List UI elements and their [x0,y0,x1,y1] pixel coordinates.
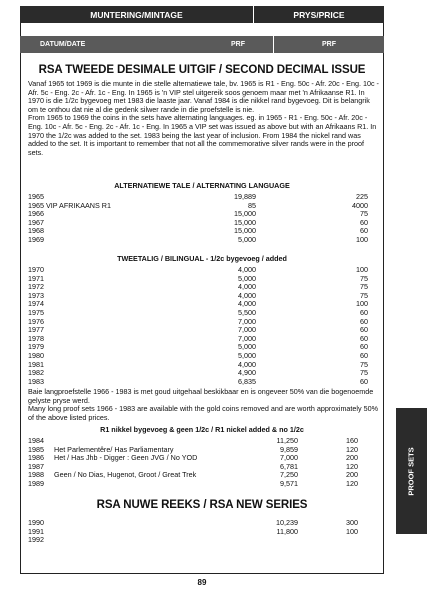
table-row: 1978 7,000 60 [28,333,368,343]
table-row: 1983 6,835 60 [28,376,368,386]
table-row: 1970 4,000 100 [28,265,368,274]
note-english: Many long proof sets 1966 - 1983 are available with the gold coins removed and are worth approximately 50% of the above listed prices. [28,404,378,422]
gold-removed-notes [28,388,380,422]
intro-paragraphs [28,80,380,157]
table-row: 1971 5,000 75 [28,273,368,283]
bilingual-heading: TWEETALIG / BILINGUAL - 1/2c bygevoeg / added [117,254,287,263]
nickel-table [28,437,380,489]
table-row: 1982 4,900 75 [28,368,368,378]
table-row: 1965 19,889 225 [28,192,368,201]
table-row: 1977 7,000 60 [28,325,368,335]
date-header: DATUM/DATE [40,41,86,48]
table-row: 1992 [28,535,44,545]
nickel-heading: R1 nikkel bygevoeg & geen 1/2c / R1 nickel added & no 1/2c [100,425,304,434]
column-header-bar [20,6,384,23]
side-tab-label: PROOF SETS [407,446,416,496]
table-row: 1968 15,000 60 [28,226,368,236]
new-series-table [28,519,380,545]
table-row: 1991 11,800 100 [28,526,358,536]
proof-sets-side-tab [396,408,427,534]
table-row: 1988 Geen / No Dias, Hugenot, Groot / Great Trek 7,250 200 [28,470,358,480]
paragraph-afrikaans: Vanaf 1965 tot 1969 is die munte in die stelle alternatiewe tale, bv. 1965 is R1 - Eng. 50c - Afr. 20c - Eng. 10c - Afr. 5c - Eng. 2c - Afr. 1c - Eng. In 1965 is 'n VIP stel uitgereik soos genoem maar met 'n Afrikaanse R1. In 1970 is die 1/2c bygevoeg met 1983 die laaste jaar. Vanaf 1984 is die nikkel rand bygevoeg. Dit is belangrik om te onthou dat nie al die gedenk silwer rande in die proefstelle is nie. [28,79,379,114]
table-row: 1990 10,239 300 [28,518,358,527]
table-row: 1981 4,000 75 [28,359,368,369]
table-row: 1965 VIP AFRIKAANS R1 85 4000 [28,200,368,210]
table-row: 1984 11,250 160 [28,436,358,445]
table-row: 1979 5,000 60 [28,342,368,352]
alternating-language-table [28,193,380,245]
table-row: 1976 7,000 60 [28,316,368,326]
table-row: 1972 4,000 75 [28,282,368,292]
table-row: 1973 4,000 75 [28,290,368,300]
paragraph-english: From 1965 to 1969 the coins in the sets have alternating languages. eg. in 1965 - R1 - Eng. 50c - Afr. 20c - Eng. 10c - Afr. 5c - Eng. 2c - Afr. 1c - Eng. In 1965 a VIP set was issued as above but with an Afrikaans R1. In 1970 the 1/2c was added to the set. 1983 being the last year of inclusion. From 1984 the nickel rand was added to the set. It is important to remember that not all the commemorative silver rands were in the proof sets. [28,113,377,157]
bilingual-table [28,266,380,386]
table-row: 1987 6,781 120 [28,461,358,471]
sub-header-bar [20,36,384,53]
prf-header-2: PRF [322,41,336,48]
table-row: 1967 15,000 60 [28,217,368,227]
section-title-decimal: RSA TWEEDE DESIMALE UITGIF / SECOND DECIMAL ISSUE [38,64,366,76]
table-row: 1975 5,500 60 [28,307,368,317]
table-row: 1966 15,000 75 [28,209,368,219]
prf-header-1: PRF [203,36,274,53]
table-row: 1969 5,000 100 [28,234,368,244]
table-row: 1986 Het / Has Jhb - Digger : Geen JVG / No YOD 7,000 200 [28,453,358,463]
table-row: 1974 4,000 100 [28,299,368,309]
table-row: 1989 9,571 120 [28,478,358,488]
alternating-language-heading: ALTERNATIEWE TALE / ALTERNATING LANGUAGE [114,181,290,190]
note-afrikaans: Baie langproefstelle 1966 - 1983 is met goud uitgehaal beskikbaar en is ongeveer 50% van die bogenoemde gelyste pryse werd. [28,387,374,405]
price-header: PRYS/PRICE [293,9,345,20]
table-row: 1985 Het Parlementêre/ Has Parliamentary 9,859 120 [28,444,358,454]
section-title-new-series: RSA NUWE REEKS / RSA NEW SERIES [96,499,308,511]
page-number: 89 [197,578,207,587]
table-row: 1980 5,000 60 [28,350,368,360]
mintage-header: MUNTERING/MINTAGE [20,6,254,23]
